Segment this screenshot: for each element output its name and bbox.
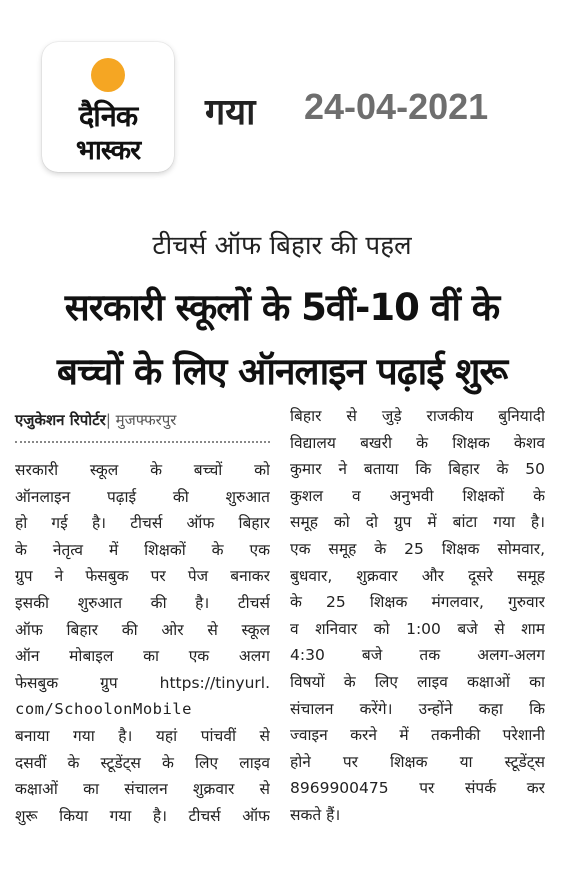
text-line: ग्रुप ने फेसबुक पर पेज बनाकर: [15, 567, 270, 586]
logo-text-line1: दैनिक: [78, 99, 138, 133]
dainik-bhaskar-logo: [42, 42, 174, 172]
text-line: व शनिवार को 1:00 बजे से शाम: [290, 619, 545, 638]
byline-place: मुजफ्फरपुर: [115, 411, 177, 429]
text-line: समूह को दो ग्रुप में बांटा गया है।: [290, 513, 545, 532]
article-column-left: [15, 457, 270, 829]
text-line: शुरू किया गया है। टीचर्स ऑफ: [15, 806, 270, 825]
text-line: एक समूह के 25 शिक्षक सोमवार,: [290, 539, 545, 558]
text-line: बिहार से जुड़े राजकीय बुनियादी: [290, 407, 545, 425]
byline-separator: |: [105, 411, 111, 429]
text-line: विद्यालय बखरी के शिक्षक केशव: [290, 433, 545, 452]
text-line: के 25 शिक्षक मंगलवार, गुरुवार: [290, 593, 545, 612]
logo-text-line2: भास्कर: [75, 135, 141, 166]
text-line: सरकारी स्कूल के बच्चों को: [15, 461, 270, 479]
text-line: ऑन मोबाइल का एक अलग: [15, 647, 270, 666]
masthead: [0, 0, 564, 200]
sun-icon: [91, 58, 125, 92]
article-column-right: [290, 403, 545, 829]
text-line-url: फेसबुक ग्रुप https://tinyurl.: [15, 673, 270, 692]
text-line: के नेतृत्व में शिक्षकों के एक: [15, 540, 270, 559]
text-line: कक्षाओं का संचालन शुक्रवार से: [15, 780, 270, 799]
text-line: ज्वाइन करने में तकनीकी परेशानी: [290, 726, 545, 745]
text-line: ऑफ बिहार की ओर से स्कूल: [15, 620, 270, 639]
text-line: बुधवार, शुक्रवार और दूसरे समूह: [290, 566, 545, 585]
text-line: विषयों के लिए लाइव कक्षाओं का: [290, 672, 545, 691]
text-line: होने पर शिक्षक या स्टूडेंट्स: [290, 752, 545, 771]
byline-divider: [15, 441, 270, 443]
text-line: इसकी शुरुआत की है। टीचर्स: [15, 593, 270, 612]
text-line: दसवीं के स्टूडेंट्स के लिए लाइव: [15, 753, 270, 772]
text-line: ऑनलाइन पढ़ाई की शुरुआत: [15, 487, 270, 506]
edition-date: 24-04-2021: [304, 86, 489, 127]
byline-reporter: एजुकेशन रिपोर्टर: [15, 411, 106, 429]
byline: [15, 410, 270, 430]
text-line: बनाया गया है। यहां पांचवीं से: [15, 726, 270, 745]
text-line: 8969900475 पर संपर्क कर: [290, 779, 545, 798]
headline-line-2: बच्चों के लिए ऑनलाइन पढ़ाई शुरू: [56, 350, 508, 393]
article-kicker: टीचर्स ऑफ बिहार की पहल: [152, 231, 412, 261]
headline-line-1: सरकारी स्कूलों के 5वीं-10 वीं के: [64, 286, 500, 329]
text-line: हो गई है। टीचर्स ऑफ बिहार: [15, 514, 270, 533]
text-line-url: com/SchoolonMobile: [15, 700, 192, 719]
text-line: सकते हैं।: [290, 805, 341, 824]
text-line: कुशल व अनुभवी शिक्षकों के: [290, 486, 545, 505]
edition-city: गया: [205, 92, 256, 133]
text-line: संचालन करेंगे। उन्होंने कहा कि: [290, 699, 545, 718]
text-line: 4:30 बजे तक अलग-अलग: [290, 646, 545, 665]
text-line: कुमार ने बताया कि बिहार के 50: [290, 460, 545, 479]
